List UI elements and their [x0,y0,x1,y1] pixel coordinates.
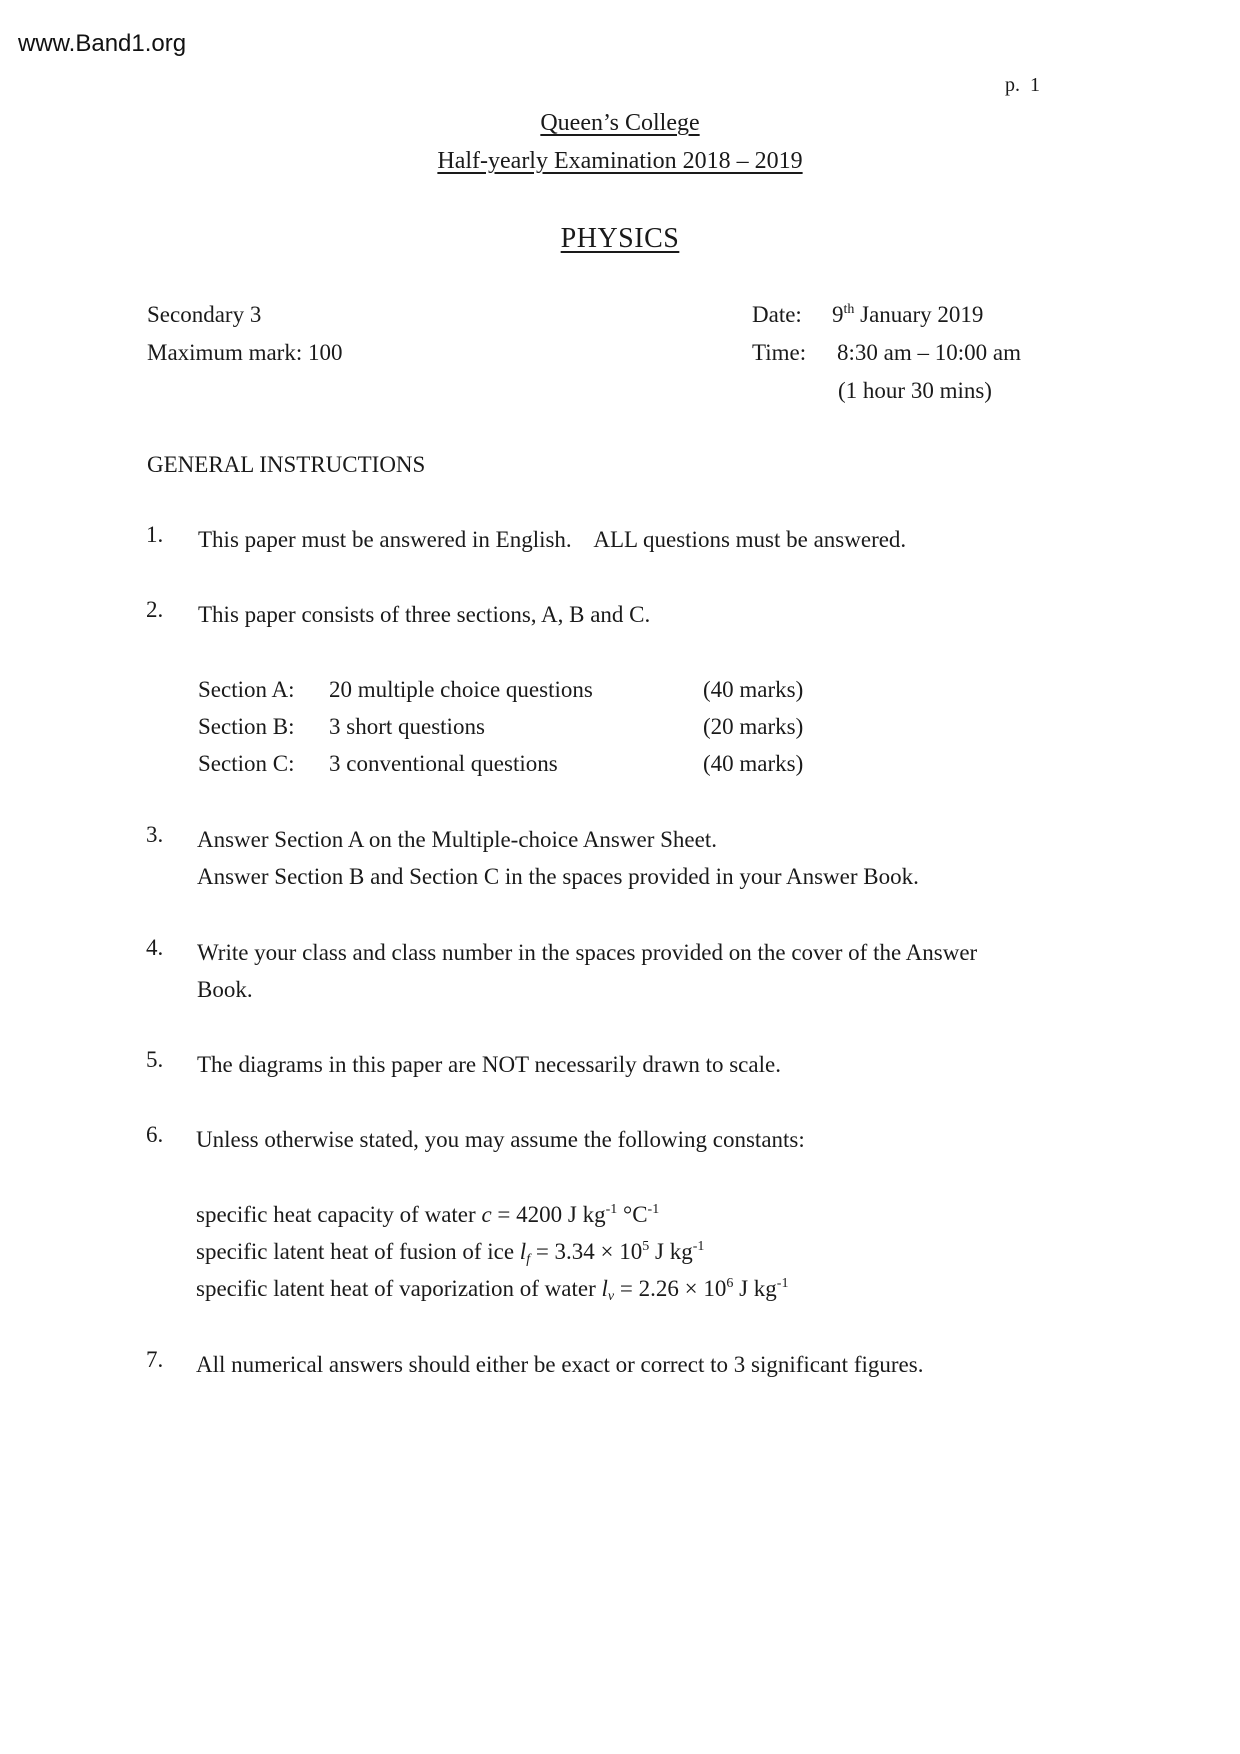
instructions-heading: GENERAL INSTRUCTIONS [147,452,426,477]
section-description: 3 short questions [329,714,485,739]
section-row [198,708,838,745]
subject-title: PHYSICS [560,223,680,254]
section-label: Section A: [198,677,295,702]
section-label: Section B: [198,714,295,739]
instruction-text: This paper must be answered in English. ALL questions must be answered. [198,527,907,552]
section-marks: (20 marks) [703,714,804,739]
form-level: Secondary 3 [147,302,262,327]
instruction-number: 3. [146,822,164,847]
watermark: www.Band1.org [18,30,187,57]
instruction-number: 5. [146,1047,164,1072]
section-description: 3 conventional questions [329,751,558,776]
time-value: 8:30 am – 10:00 am [837,340,1021,365]
section-description: 20 multiple choice questions [329,677,593,702]
exam-title: Half-yearly Examination 2018 – 2019 [437,148,803,174]
instruction-number: 2. [146,597,164,622]
instruction-text: Unless otherwise stated, you may assume the following constants: [196,1127,805,1152]
page-number: p. 1 [1005,74,1040,96]
duration: (1 hour 30 mins) [838,378,992,403]
instruction-text: All numerical answers should either be exact or correct to 3 significant figures. [196,1352,924,1377]
section-marks: (40 marks) [703,677,804,702]
section-row [198,745,838,782]
maximum-mark: Maximum mark: 100 [147,340,343,365]
instruction-number: 7. [146,1347,164,1372]
date-value: 9th January 2019 [832,302,984,327]
instruction-number: 4. [146,935,164,960]
time-label: Time: [752,340,807,365]
constant-latent-heat-fusion: specific latent heat of fusion of ice $l_f = 3.34 \times 10^5$ J $kg^{-1}$ [196,1239,705,1267]
instruction-text: Book. [197,977,253,1002]
instruction-number: 1. [146,522,164,547]
sections-table [198,671,838,782]
section-label: Section C: [198,751,295,776]
instruction-text: This paper consists of three sections, A, B and C. [198,602,651,627]
section-row [198,671,838,708]
section-marks: (40 marks) [703,751,804,776]
date-label: Date: [752,302,802,327]
instruction-text: Answer Section B and Section C in the spaces provided in your Answer Book. [197,864,919,889]
constant-specific-heat: specific heat capacity of water c = 4200 J $kg^{-1}$ $^\circ C^{-1}$ [196,1202,660,1227]
instruction-text: Write your class and class number in the spaces provided on the cover of the Answer [197,940,978,965]
constant-latent-heat-vaporization: specific latent heat of vaporization of water $l_v = 2.26 \times 10^6$ J $kg^{-1}$ [196,1276,789,1304]
school-name: Queen’s College [540,110,700,136]
instruction-number: 6. [146,1122,164,1147]
instruction-text: Answer Section A on the Multiple-choice Answer Sheet. [197,827,717,852]
instruction-text: The diagrams in this paper are NOT necessarily drawn to scale. [197,1052,781,1077]
